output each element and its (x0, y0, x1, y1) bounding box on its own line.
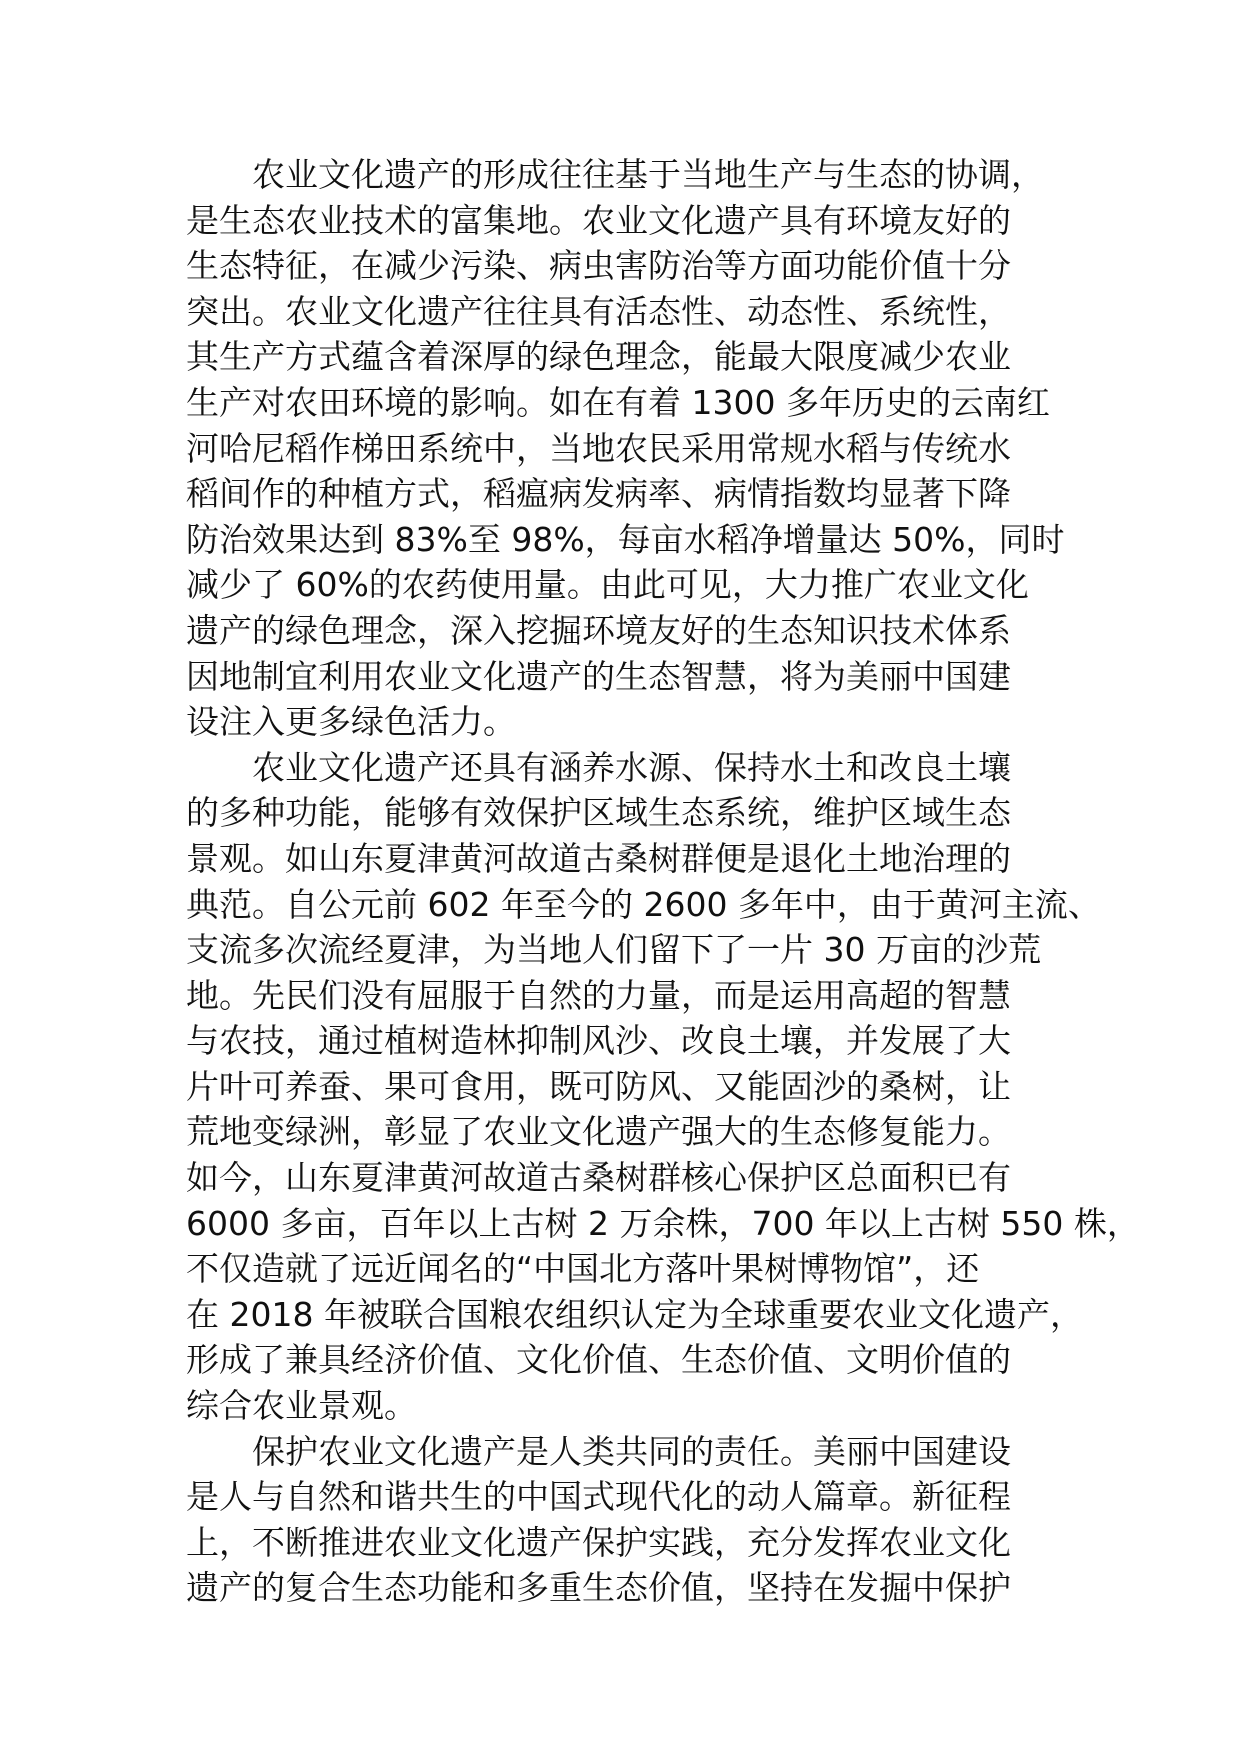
paragraph-2-line-4: 典范。自公元前 602 年至今的 2600 多年中，由于黄河主流、 (186, 884, 1101, 924)
paragraph-2-line-14: 形成了兼具经济价值、文化价值、生态价值、文明价值的 (186, 1340, 1011, 1380)
paragraph-1-line-2: 是生态农业技术的富集地。农业文化遗产具有环境友好的 (186, 200, 1011, 240)
document-body (186, 152, 1140, 1611)
paragraph-2-line-6: 地。先民们没有屈服于自然的力量，而是运用高超的智慧 (186, 975, 1011, 1015)
paragraph-3-line-3: 上，不断推进农业文化遗产保护实践，充分发挥农业文化 (186, 1522, 1011, 1562)
paragraph-1-line-7: 河哈尼稻作梯田系统中，当地农民采用常规水稻与传统水 (186, 428, 1011, 468)
paragraph-2-line-8: 片叶可养蚕、果可食用，既可防风、又能固沙的桑树，让 (186, 1066, 1011, 1106)
paragraph-1-line-3: 生态特征，在减少污染、病虫害防治等方面功能价值十分 (186, 246, 1011, 286)
paragraph-1-line-13: 设注入更多绿色活力。 (186, 702, 516, 742)
paragraph-3-line-2: 是人与自然和谐共生的中国式现代化的动人篇章。新征程 (186, 1477, 1011, 1517)
paragraph-3-line-1: 保护农业文化遗产是人类共同的责任。美丽中国建设 (252, 1431, 1011, 1471)
paragraph-2-line-7: 与农技，通过植树造林抑制风沙、改良土壤，并发展了大 (186, 1021, 1011, 1061)
paragraph-2-line-5: 支流多次流经夏津，为当地人们留下了一片 30 万亩的沙荒 (186, 930, 1041, 970)
paragraph-1-line-9: 防治效果达到 83%至 98%，每亩水稻净增量达 50%，同时 (186, 519, 1065, 559)
paragraph-1-line-1: 农业文化遗产的形成往往基于当地生产与生态的协调， (252, 155, 1044, 194)
paragraph-1-line-4: 突出。农业文化遗产往往具有活态性、动态性、系统性， (186, 291, 1011, 331)
paragraph-2-line-13: 在 2018 年被联合国粮农组织认定为全球重要农业文化遗产， (186, 1294, 1083, 1334)
paragraph-1-line-12: 因地制宜利用农业文化遗产的生态智慧，将为美丽中国建 (186, 656, 1011, 696)
paragraph-2-line-9: 荒地变绿洲，彰显了农业文化遗产强大的生态修复能力。 (186, 1112, 1011, 1152)
paragraph-1-line-10: 减少了 60%的农药使用量。由此可见，大力推广农业文化 (186, 565, 1029, 605)
paragraph-2-line-10: 如今，山东夏津黄河故道古桑树群核心保护区总面积已有 (186, 1158, 1011, 1198)
paragraph-2-line-3: 景观。如山东夏津黄河故道古桑树群便是退化土地治理的 (186, 838, 1011, 878)
paragraph-1-line-11: 遗产的绿色理念，深入挖掘环境友好的生态知识技术体系 (186, 610, 1011, 650)
paragraph-2-line-2: 的多种功能，能够有效保护区域生态系统，维护区域生态 (186, 793, 1011, 833)
paragraph-2-line-1: 农业文化遗产还具有涵养水源、保持水土和改良土壤 (252, 747, 1011, 787)
paragraph-1-line-6: 生产对农田环境的影响。如在有着 1300 多年历史的云南红 (186, 382, 1050, 422)
paragraph-3-line-4: 遗产的复合生态功能和多重生态价值，坚持在发掘中保护 (186, 1568, 1011, 1608)
paragraph-2-line-15: 综合农业景观。 (186, 1386, 417, 1426)
paragraph-2-line-11: 6000 多亩，百年以上古树 2 万余株，700 年以上古树 550 株， (186, 1203, 1140, 1243)
paragraph-1-line-5: 其生产方式蕴含着深厚的绿色理念，能最大限度减少农业 (186, 337, 1011, 377)
paragraph-2-line-12: 不仅造就了远近闻名的“中国北方落叶果树博物馆”，还 (186, 1249, 980, 1289)
paragraph-1-line-8: 稻间作的种植方式，稻瘟病发病率、病情指数均显著下降 (186, 474, 1011, 514)
